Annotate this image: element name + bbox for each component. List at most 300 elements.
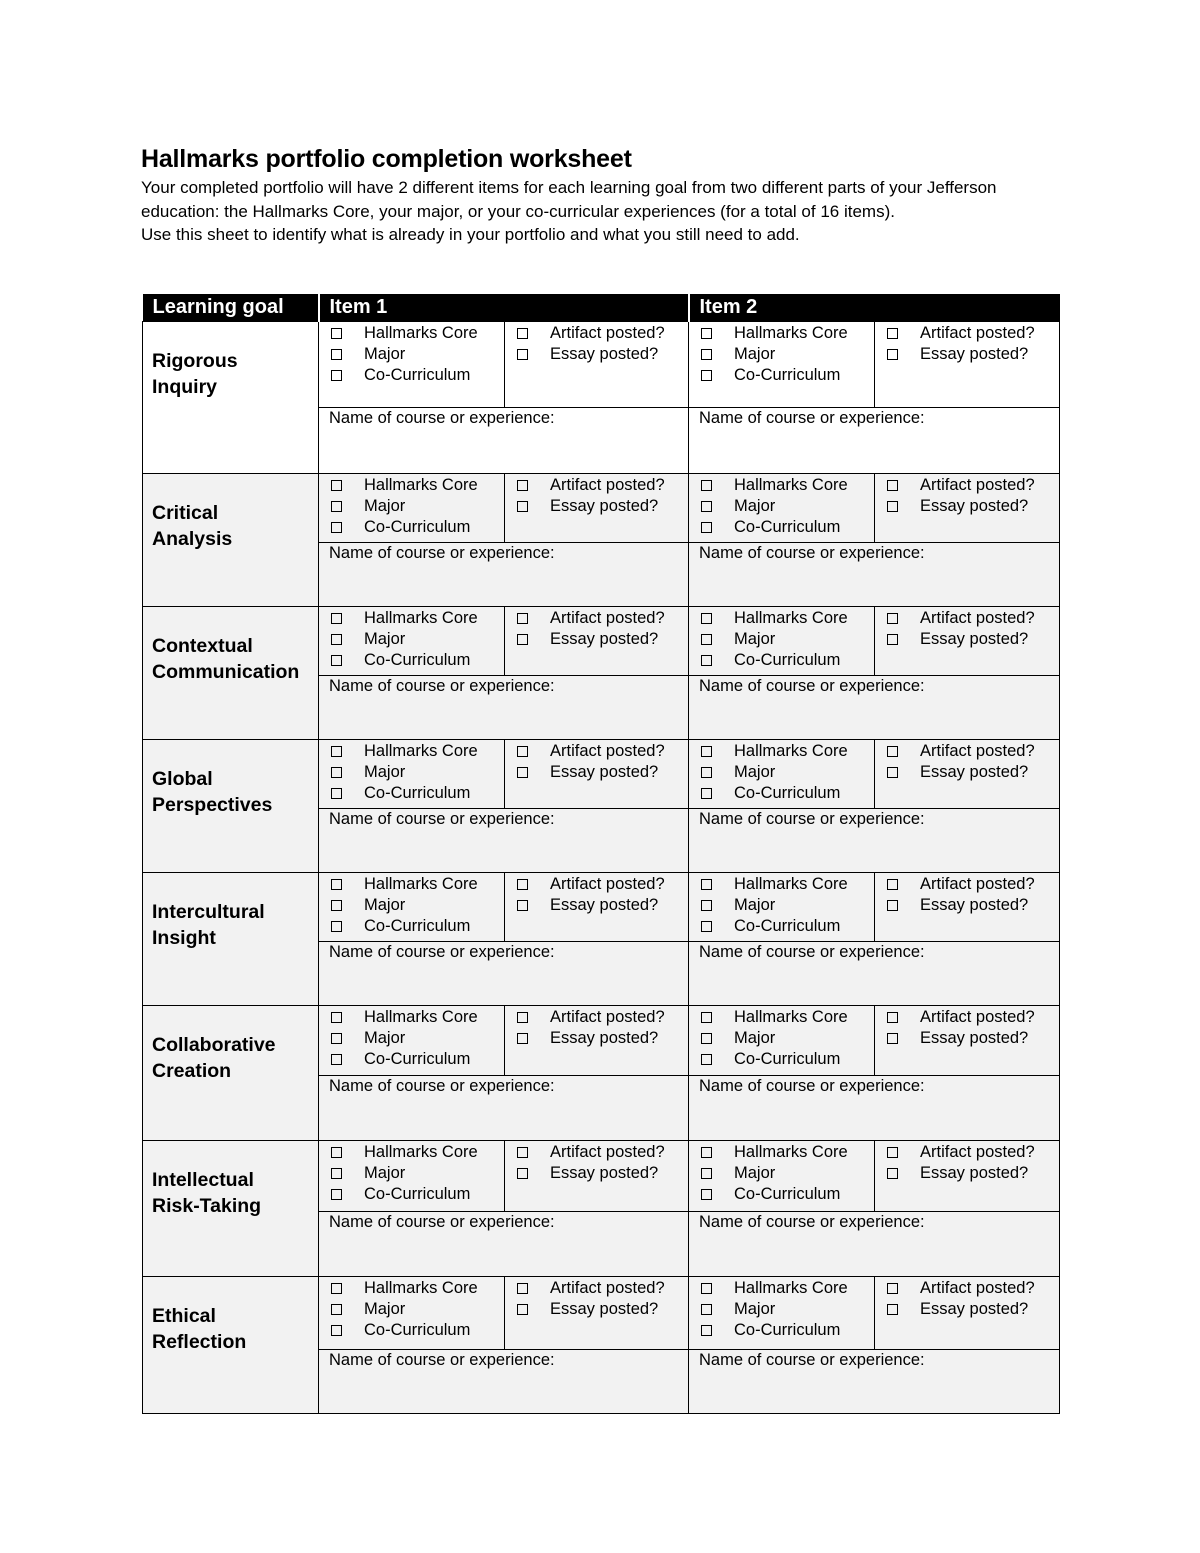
checkbox-source[interactable]: [701, 634, 712, 645]
checkbox-label: Hallmarks Core: [734, 1008, 848, 1026]
checkbox-source[interactable]: [701, 1189, 712, 1200]
checkbox-label: Co-Curriculum: [364, 366, 471, 384]
checkbox-posted[interactable]: [517, 879, 528, 890]
checkbox-posted[interactable]: [517, 634, 528, 645]
checkbox-posted[interactable]: [887, 349, 898, 360]
item1-name-field[interactable]: [319, 408, 689, 474]
source-options: [689, 607, 874, 675]
checkbox-posted[interactable]: [517, 1283, 528, 1294]
checkbox-label: Major: [364, 763, 406, 781]
checkbox-posted[interactable]: [517, 501, 528, 512]
header-learning-goal: Learning goal: [143, 294, 319, 322]
checkbox-source[interactable]: [331, 1168, 342, 1179]
posted-option-row: [517, 344, 688, 365]
source-option-row: [701, 1049, 874, 1070]
checkbox-label: Artifact posted?: [550, 1143, 665, 1161]
checkbox-label: Hallmarks Core: [734, 1279, 848, 1297]
checkbox-source[interactable]: [701, 788, 712, 799]
item1-posted-cell: [505, 1006, 689, 1076]
posted-options: [875, 1006, 1059, 1053]
checkbox-posted[interactable]: [517, 349, 528, 360]
checkbox-label: Hallmarks Core: [734, 476, 848, 494]
source-option-row: [331, 1184, 504, 1205]
posted-option-row: [887, 1028, 1059, 1049]
checkbox-label: Co-Curriculum: [364, 784, 471, 802]
checkbox-source[interactable]: [701, 1012, 712, 1023]
checkbox-source[interactable]: [701, 613, 712, 624]
name-label: Name of course or experience:: [329, 810, 555, 828]
checkbox-label: Major: [734, 1300, 776, 1318]
source-option-row: [701, 1320, 874, 1341]
item2-source-cell: [689, 740, 875, 809]
checkbox-posted[interactable]: [887, 1283, 898, 1294]
source-option-row: [701, 475, 874, 496]
checkbox-posted[interactable]: [887, 767, 898, 778]
source-option-row: [701, 365, 874, 386]
checkbox-source[interactable]: [331, 746, 342, 757]
checkbox-source[interactable]: [701, 900, 712, 911]
item2-source-cell: [689, 1006, 875, 1076]
checkbox-source[interactable]: [701, 1283, 712, 1294]
checkbox-source[interactable]: [701, 328, 712, 339]
posted-option-row: [517, 1007, 688, 1028]
posted-option-row: [517, 323, 688, 344]
checkbox-posted[interactable]: [887, 746, 898, 757]
checkbox-posted[interactable]: [517, 1012, 528, 1023]
source-option-row: [331, 1320, 504, 1341]
goal-row: [143, 322, 1060, 408]
item2-posted-cell: [875, 607, 1060, 676]
checkbox-source[interactable]: [331, 788, 342, 799]
posted-options: [875, 873, 1059, 920]
posted-option-row: [517, 475, 688, 496]
checkbox-source[interactable]: [701, 501, 712, 512]
checkbox-label: Major: [364, 497, 406, 515]
checkbox-label: Co-Curriculum: [364, 518, 471, 536]
checkbox-posted[interactable]: [887, 900, 898, 911]
posted-option-row: [887, 1142, 1059, 1163]
name-label: Name of course or experience:: [329, 943, 555, 961]
posted-option-row: [517, 895, 688, 916]
item2-posted-cell: [875, 740, 1060, 809]
checkbox-source[interactable]: [331, 349, 342, 360]
source-options: [689, 474, 874, 542]
posted-option-row: [517, 741, 688, 762]
posted-option-row: [887, 608, 1059, 629]
checkbox-label: Co-Curriculum: [364, 917, 471, 935]
item1-posted-cell: [505, 740, 689, 809]
item2-name-field[interactable]: [689, 1350, 1060, 1414]
name-label: Name of course or experience:: [699, 1351, 925, 1369]
checkbox-label: Hallmarks Core: [364, 1008, 478, 1026]
source-options: [689, 322, 874, 390]
source-options: [689, 1006, 874, 1074]
checkbox-label: Co-Curriculum: [364, 651, 471, 669]
checkbox-posted[interactable]: [517, 900, 528, 911]
source-option-row: [331, 365, 504, 386]
item1-source-cell: [319, 740, 505, 809]
item2-name-field[interactable]: [689, 543, 1060, 607]
checkbox-source[interactable]: [331, 328, 342, 339]
source-option-row: [701, 1163, 874, 1184]
posted-options: [505, 322, 688, 369]
posted-options: [505, 740, 688, 787]
name-label: Name of course or experience:: [329, 1351, 555, 1369]
item2-name-field[interactable]: [689, 1076, 1060, 1141]
posted-option-row: [887, 344, 1059, 365]
checkbox-label: Major: [734, 763, 776, 781]
checkbox-source[interactable]: [701, 746, 712, 757]
checkbox-source[interactable]: [331, 1304, 342, 1315]
checkbox-label: Co-Curriculum: [364, 1050, 471, 1068]
item1-posted-cell: [505, 607, 689, 676]
checkbox-label: Co-Curriculum: [364, 1321, 471, 1339]
checkbox-label: Major: [364, 1029, 406, 1047]
source-option-row: [701, 1142, 874, 1163]
checkbox-label: Co-Curriculum: [734, 518, 841, 536]
posted-options: [505, 1141, 688, 1188]
item1-source-cell: [319, 1006, 505, 1076]
checkbox-label: Essay posted?: [920, 630, 1029, 648]
goal-name-line2: Communication: [152, 661, 300, 683]
checkbox-label: Hallmarks Core: [364, 875, 478, 893]
item2-source-cell: [689, 474, 875, 543]
checkbox-label: Essay posted?: [920, 345, 1029, 363]
checkbox-label: Artifact posted?: [550, 742, 665, 760]
name-label: Name of course or experience:: [699, 677, 925, 695]
goal-name-line2: Reflection: [152, 1331, 247, 1353]
posted-options: [505, 873, 688, 920]
checkbox-label: Hallmarks Core: [734, 1143, 848, 1161]
goal-name-line2: Perspectives: [152, 794, 273, 816]
name-label: Name of course or experience:: [699, 544, 925, 562]
checkbox-source[interactable]: [331, 480, 342, 491]
checkbox-posted[interactable]: [887, 1012, 898, 1023]
source-option-row: [331, 762, 504, 783]
checkbox-source[interactable]: [331, 767, 342, 778]
checkbox-source[interactable]: [331, 1325, 342, 1336]
source-option-row: [701, 1278, 874, 1299]
posted-option-row: [517, 608, 688, 629]
goal-cell: [143, 607, 319, 740]
source-option-row: [701, 1007, 874, 1028]
source-option-row: [331, 1007, 504, 1028]
item2-source-cell: [689, 1141, 875, 1212]
goal-name-line1: Global: [152, 768, 213, 790]
source-option-row: [701, 916, 874, 937]
checkbox-posted[interactable]: [887, 1033, 898, 1044]
source-options: [319, 740, 504, 808]
posted-option-row: [517, 496, 688, 517]
checkbox-label: Hallmarks Core: [364, 324, 478, 342]
checkbox-label: Major: [734, 345, 776, 363]
goal-name-line2: Inquiry: [152, 376, 218, 398]
checkbox-source[interactable]: [701, 1147, 712, 1158]
checkbox-posted[interactable]: [517, 480, 528, 491]
item1-source-cell: [319, 1141, 505, 1212]
header-item-2: Item 2: [689, 294, 1060, 322]
checkbox-source[interactable]: [331, 1189, 342, 1200]
checkbox-label: Co-Curriculum: [734, 1050, 841, 1068]
checkbox-posted[interactable]: [887, 634, 898, 645]
posted-option-row: [887, 496, 1059, 517]
checkbox-label: Essay posted?: [550, 1029, 659, 1047]
goal-row: [143, 474, 1060, 543]
item2-source-cell: [689, 607, 875, 676]
checkbox-label: Artifact posted?: [920, 1143, 1035, 1161]
goal-cell: [143, 1277, 319, 1414]
goal-row: [143, 1277, 1060, 1350]
checkbox-source[interactable]: [331, 879, 342, 890]
checkbox-label: Artifact posted?: [550, 1008, 665, 1026]
item1-source-cell: [319, 607, 505, 676]
checkbox-posted[interactable]: [517, 1033, 528, 1044]
item1-name-field[interactable]: [319, 676, 689, 740]
checkbox-label: Co-Curriculum: [734, 651, 841, 669]
checkbox-label: Essay posted?: [550, 497, 659, 515]
checkbox-source[interactable]: [331, 370, 342, 381]
checkbox-source[interactable]: [331, 900, 342, 911]
goal-row: [143, 1006, 1060, 1076]
checkbox-label: Major: [734, 1164, 776, 1182]
goal-row: [143, 1141, 1060, 1212]
checkbox-source[interactable]: [331, 921, 342, 932]
item1-posted-cell: [505, 1277, 689, 1350]
checkbox-source[interactable]: [701, 1054, 712, 1065]
checkbox-posted[interactable]: [517, 328, 528, 339]
checkbox-label: Major: [734, 1029, 776, 1047]
checkbox-posted[interactable]: [887, 480, 898, 491]
name-label: Name of course or experience:: [699, 1213, 925, 1231]
checkbox-source[interactable]: [701, 370, 712, 381]
checkbox-label: Major: [364, 896, 406, 914]
checkbox-label: Artifact posted?: [920, 609, 1035, 627]
source-option-row: [701, 517, 874, 538]
item2-name-field[interactable]: [689, 676, 1060, 740]
item2-source-cell: [689, 873, 875, 942]
item1-posted-cell: [505, 322, 689, 408]
posted-option-row: [887, 1299, 1059, 1320]
checkbox-label: Co-Curriculum: [734, 366, 841, 384]
checkbox-posted[interactable]: [887, 328, 898, 339]
checkbox-posted[interactable]: [517, 767, 528, 778]
checkbox-posted[interactable]: [887, 501, 898, 512]
item1-name-field[interactable]: [319, 543, 689, 607]
goal-cell: [143, 1141, 319, 1277]
source-option-row: [701, 762, 874, 783]
item2-name-field[interactable]: [689, 408, 1060, 474]
checkbox-source[interactable]: [701, 655, 712, 666]
checkbox-label: Artifact posted?: [550, 609, 665, 627]
checkbox-source[interactable]: [701, 1325, 712, 1336]
posted-options: [505, 607, 688, 654]
goal-name-line1: Critical: [152, 502, 219, 524]
source-options: [319, 873, 504, 941]
checkbox-source[interactable]: [331, 1147, 342, 1158]
checkbox-label: Essay posted?: [550, 1300, 659, 1318]
goal-cell: [143, 322, 319, 474]
checkbox-source[interactable]: [331, 522, 342, 533]
checkbox-label: Artifact posted?: [920, 742, 1035, 760]
source-option-row: [331, 1049, 504, 1070]
goal-cell: [143, 873, 319, 1006]
checkbox-label: Essay posted?: [920, 497, 1029, 515]
checkbox-label: Essay posted?: [920, 763, 1029, 781]
checkbox-label: Essay posted?: [920, 896, 1029, 914]
checkbox-label: Essay posted?: [920, 1300, 1029, 1318]
intro-paragraph: Your completed portfolio will have 2 different items for each learning goal from two different parts of your Jefferson education: the Hallmarks Core, your major, or your co-curricular experiences (for a total of 16 items).: [141, 178, 997, 221]
checkbox-label: Artifact posted?: [550, 875, 665, 893]
goal-name-line1: Rigorous: [152, 350, 238, 372]
name-label: Name of course or experience:: [329, 1213, 555, 1231]
name-label: Name of course or experience:: [699, 943, 925, 961]
checkbox-posted[interactable]: [517, 1168, 528, 1179]
checkbox-label: Major: [364, 1300, 406, 1318]
source-option-row: [331, 783, 504, 804]
checkbox-source[interactable]: [701, 1304, 712, 1315]
source-option-row: [331, 496, 504, 517]
posted-options: [875, 474, 1059, 521]
intro-text: [141, 176, 1071, 247]
checkbox-label: Hallmarks Core: [364, 476, 478, 494]
source-options: [689, 873, 874, 941]
checkbox-source[interactable]: [701, 1033, 712, 1044]
checkbox-label: Major: [364, 630, 406, 648]
source-options: [319, 1277, 504, 1345]
item2-posted-cell: [875, 1141, 1060, 1212]
goal-name-line1: Intellectual: [152, 1169, 254, 1191]
source-options: [689, 740, 874, 808]
checkbox-posted[interactable]: [887, 613, 898, 624]
posted-option-row: [517, 1142, 688, 1163]
posted-option-row: [887, 1007, 1059, 1028]
posted-option-row: [517, 1299, 688, 1320]
source-option-row: [701, 895, 874, 916]
checkbox-source[interactable]: [331, 613, 342, 624]
checkbox-source[interactable]: [701, 921, 712, 932]
checkbox-label: Artifact posted?: [550, 1279, 665, 1297]
source-option-row: [701, 1299, 874, 1320]
checkbox-posted[interactable]: [887, 879, 898, 890]
item2-posted-cell: [875, 1277, 1060, 1350]
posted-options: [875, 322, 1059, 369]
checkbox-posted[interactable]: [517, 613, 528, 624]
checkbox-label: Major: [364, 1164, 406, 1182]
checkbox-source[interactable]: [331, 1283, 342, 1294]
checkbox-label: Co-Curriculum: [734, 784, 841, 802]
checkbox-posted[interactable]: [887, 1147, 898, 1158]
header-item-1: Item 1: [319, 294, 689, 322]
checkbox-label: Major: [734, 497, 776, 515]
source-options: [319, 1141, 504, 1209]
checkbox-source[interactable]: [331, 501, 342, 512]
goal-cell: [143, 740, 319, 873]
goal-row: [143, 607, 1060, 676]
item2-name-field[interactable]: [689, 942, 1060, 1006]
checkbox-source[interactable]: [701, 349, 712, 360]
source-option-row: [331, 895, 504, 916]
source-options: [319, 607, 504, 675]
item1-name-field[interactable]: [319, 809, 689, 873]
posted-option-row: [887, 895, 1059, 916]
source-options: [689, 1141, 874, 1209]
checkbox-label: Major: [364, 345, 406, 363]
item2-posted-cell: [875, 873, 1060, 942]
source-option-row: [701, 741, 874, 762]
goal-row: [143, 873, 1060, 942]
checkbox-posted[interactable]: [517, 1147, 528, 1158]
item1-name-field[interactable]: [319, 1350, 689, 1414]
item1-name-field[interactable]: [319, 1212, 689, 1277]
source-options: [319, 1006, 504, 1074]
goal-name-line2: Risk-Taking: [152, 1195, 262, 1217]
posted-option-row: [517, 1028, 688, 1049]
checkbox-source[interactable]: [331, 655, 342, 666]
checkbox-source[interactable]: [701, 1168, 712, 1179]
goal-name-line1: Collaborative: [152, 1034, 276, 1056]
posted-option-row: [887, 629, 1059, 650]
checkbox-source[interactable]: [701, 879, 712, 890]
source-option-row: [331, 874, 504, 895]
checkbox-posted[interactable]: [887, 1304, 898, 1315]
source-option-row: [331, 650, 504, 671]
source-option-row: [701, 323, 874, 344]
source-option-row: [331, 1278, 504, 1299]
checkbox-source[interactable]: [331, 634, 342, 645]
page-title: Hallmarks portfolio completion worksheet: [141, 145, 632, 173]
name-label: Name of course or experience:: [699, 1077, 925, 1095]
checkbox-source[interactable]: [331, 1054, 342, 1065]
name-label: Name of course or experience:: [329, 677, 555, 695]
checkbox-posted[interactable]: [517, 746, 528, 757]
posted-option-row: [517, 1163, 688, 1184]
checkbox-label: Essay posted?: [550, 345, 659, 363]
item1-name-field[interactable]: [319, 1076, 689, 1141]
checkbox-source[interactable]: [701, 522, 712, 533]
source-option-row: [331, 517, 504, 538]
checkbox-label: Artifact posted?: [920, 1279, 1035, 1297]
checkbox-label: Major: [734, 896, 776, 914]
checkbox-source[interactable]: [331, 1033, 342, 1044]
checkbox-label: Hallmarks Core: [734, 742, 848, 760]
source-option-row: [701, 608, 874, 629]
checkbox-source[interactable]: [701, 480, 712, 491]
item2-name-field[interactable]: [689, 809, 1060, 873]
source-option-row: [701, 1184, 874, 1205]
source-options: [319, 474, 504, 542]
intro-instruction: Use this sheet to identify what is already in your portfolio and what you still need to add.: [141, 225, 800, 244]
checkbox-label: Artifact posted?: [920, 1008, 1035, 1026]
posted-options: [505, 474, 688, 521]
source-option-row: [331, 1142, 504, 1163]
item1-name-field[interactable]: [319, 942, 689, 1006]
checkbox-source[interactable]: [331, 1012, 342, 1023]
checkbox-source[interactable]: [701, 767, 712, 778]
posted-option-row: [887, 323, 1059, 344]
item2-name-field[interactable]: [689, 1212, 1060, 1277]
item2-posted-cell: [875, 1006, 1060, 1076]
name-label: Name of course or experience:: [699, 810, 925, 828]
source-option-row: [331, 344, 504, 365]
posted-option-row: [517, 874, 688, 895]
goal-name-line1: Intercultural: [152, 901, 265, 923]
item1-posted-cell: [505, 474, 689, 543]
checkbox-posted[interactable]: [517, 1304, 528, 1315]
source-option-row: [701, 344, 874, 365]
checkbox-posted[interactable]: [887, 1168, 898, 1179]
posted-option-row: [887, 874, 1059, 895]
item2-posted-cell: [875, 474, 1060, 543]
